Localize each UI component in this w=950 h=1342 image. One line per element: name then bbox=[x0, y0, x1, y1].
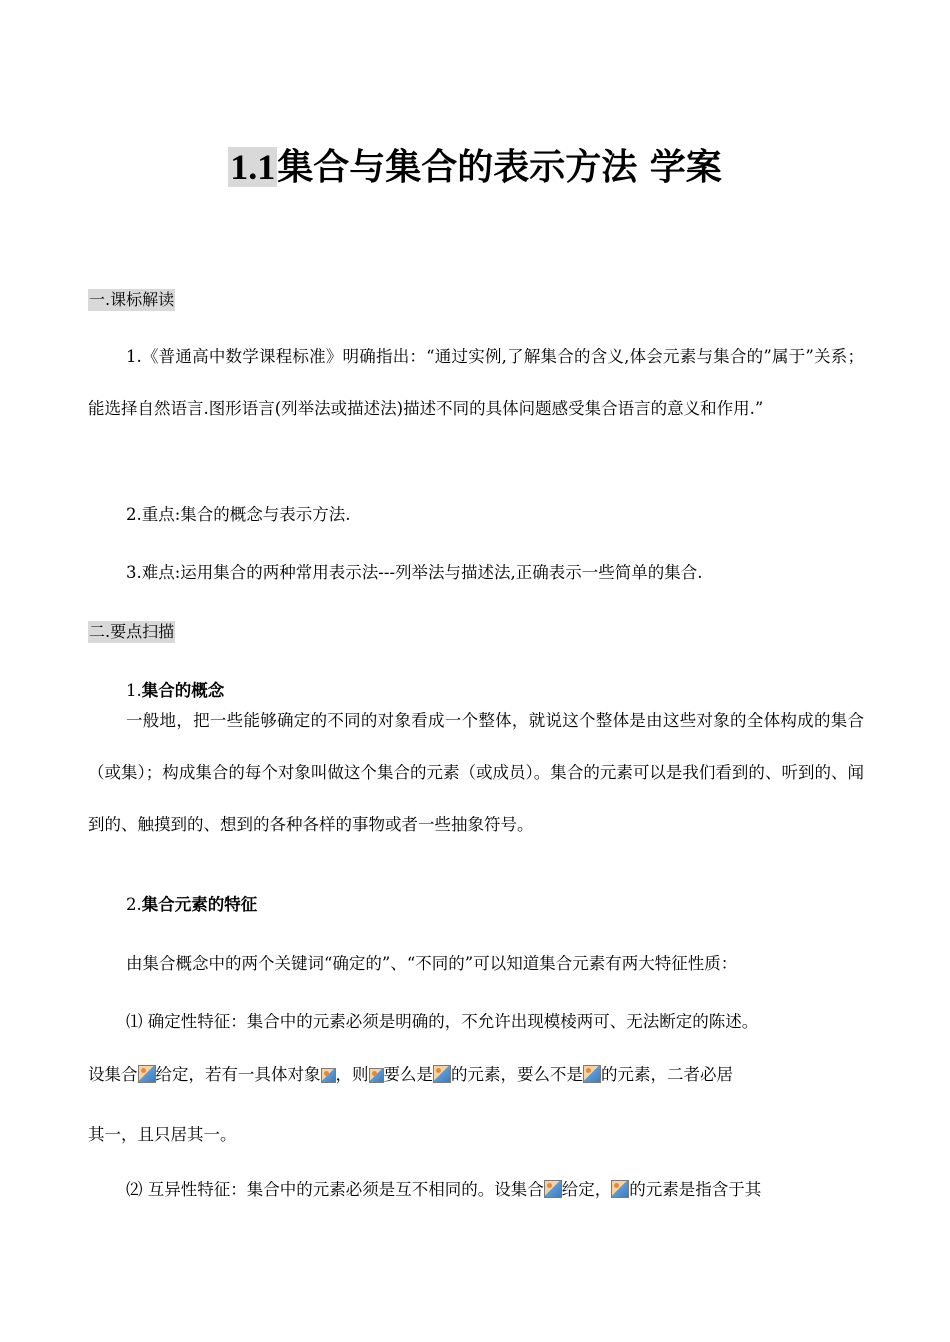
determinacy-text-2: 给定，若有一具体对象 bbox=[155, 1065, 321, 1084]
features-heading-text: 集合元素的特征 bbox=[141, 895, 258, 914]
title-text: 集合与集合的表示方法 学案 bbox=[277, 147, 722, 188]
determinacy-text-3: ，则 bbox=[335, 1065, 369, 1084]
concept-body: 一般地，把一些能够确定的不同的对象看成一个整体，就说这个整体是由这些对象的全体构成的集合（或集）；构成集合的每个对象叫做这个集合的元素（或成员）。集合的元素可以是我们看到的、听到的、闻到的、触摸到的、想到的各种各样的事物或者一些抽象符号。 bbox=[88, 711, 864, 834]
determinacy-line-1: ⑴ 确定性特征：集合中的元素必须是明确的，不允许出现模棱两可、无法断定的陈述。 bbox=[126, 1012, 759, 1031]
formula-image-icon bbox=[611, 1180, 629, 1198]
features-heading bbox=[126, 894, 257, 916]
standards-item-3: 3.难点:运用集合的两种常用表示法---列举法与描述法,正确表示一些简单的集合. bbox=[126, 563, 703, 582]
section-heading-key-points: 二.要点扫描 bbox=[89, 622, 175, 641]
formula-image-icon bbox=[544, 1180, 562, 1198]
standards-item-1: 1.《普通高中数学课程标准》明确指出：“通过实例,了解集合的含义,体会元素与集合的”属于”关系；能选择自然语言.图形语言(列举法或描述法)描述不同的具体问题感受集合语言的意义和作用.” bbox=[88, 347, 864, 418]
concept-heading-number: 1. bbox=[126, 681, 142, 700]
features-intro: 由集合概念中的两个关键词“确定的”、“不同的”可以知道集合元素有两大特征性质： bbox=[126, 954, 738, 973]
formula-image-icon bbox=[433, 1065, 451, 1083]
concept-heading-text: 集合的概念 bbox=[141, 681, 225, 700]
determinacy-text-6: 的元素，二者必居 bbox=[601, 1065, 733, 1084]
distinctness-text-1: ⑵ 互异性特征：集合中的元素必须是互不相同的。设集合 bbox=[126, 1180, 544, 1199]
distinctness-text-2: 给定， bbox=[561, 1180, 612, 1199]
determinacy-text-1: 设集合 bbox=[88, 1065, 138, 1084]
distinctness-line-1 bbox=[126, 1178, 902, 1202]
title-number: 1.1 bbox=[230, 147, 276, 187]
determinacy-text-5: 的元素，要么不是 bbox=[451, 1065, 583, 1084]
standards-item-2: 2.重点:集合的概念与表示方法. bbox=[126, 505, 351, 524]
formula-image-icon bbox=[583, 1065, 601, 1083]
distinctness-text-3: 的元素是指含于其 bbox=[629, 1180, 762, 1199]
formula-image-icon bbox=[369, 1068, 384, 1083]
page-title bbox=[0, 143, 950, 192]
determinacy-text-4: 要么是 bbox=[383, 1065, 433, 1084]
section-heading-standards: 一.课标解读 bbox=[89, 290, 175, 309]
features-heading-number: 2. bbox=[126, 895, 142, 914]
formula-image-icon bbox=[138, 1065, 156, 1083]
formula-image-icon bbox=[321, 1068, 336, 1083]
determinacy-line-2 bbox=[88, 1063, 864, 1087]
determinacy-line-3: 其一，且只居其一。 bbox=[88, 1125, 237, 1144]
